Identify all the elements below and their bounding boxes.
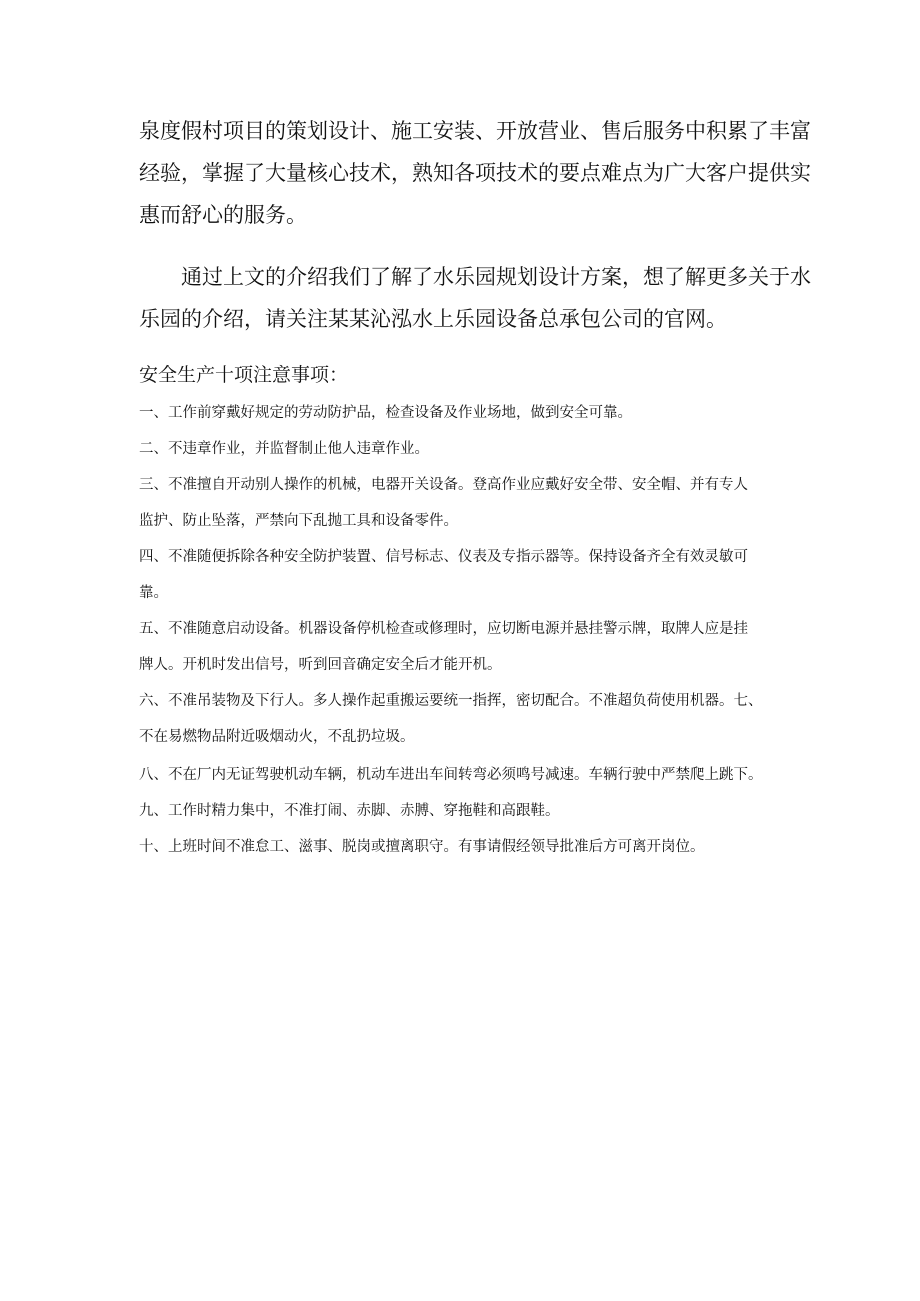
safety-line: 三、不准擅自开动别人操作的机械，电器开关设备。登高作业应戴好安全带、安全帽、并有专人 (139, 477, 748, 493)
safety-line: 八、不在厂内无证驾驶机动车辆，机动车进出车间转弯必须鸣号减速。车辆行驶中严禁爬上跳下。 (139, 767, 763, 783)
safety-line: 牌人。开机时发出信号，听到回音确定安全后才能开机。 (139, 657, 502, 673)
intro-line-2: 经验，掌握了大量核心技术，熟知各项技术的要点难点为广大客户提供实 (139, 161, 811, 185)
closing-line-2: 乐园的介绍，请关注某某沁泓水上乐园设备总承包公司的官网。 (139, 307, 727, 331)
safety-line: 二、不违章作业，并监督制止他人违章作业。 (139, 441, 429, 457)
safety-line: 一、工作前穿戴好规定的劳动防护品，检查设备及作业场地，做到安全可靠。 (139, 405, 632, 421)
safety-line: 十、上班时间不准怠工、滋事、脱岗或擅离职守。有事请假经领导批准后方可离开岗位。 (139, 839, 705, 855)
safety-heading: 安全生产十项注意事项： (139, 364, 349, 386)
safety-line: 靠。 (139, 585, 168, 601)
safety-line: 六、不准吊装物及下行人。多人操作起重搬运要统一指挥，密切配合。不准超负荷使用机器。七、 (139, 693, 763, 709)
safety-line: 五、不准随意启动设备。机器设备停机检查或修理时，应切断电源并悬挂警示牌，取牌人应是挂 (139, 621, 748, 637)
safety-line: 九、工作时精力集中，不准打闹、赤脚、赤膊、穿拖鞋和高跟鞋。 (139, 803, 560, 819)
safety-line: 不在易燃物品附近吸烟动火，不乱扔垃圾。 (139, 729, 415, 745)
closing-line-1: 通过上文的介绍我们了解了水乐园规划设计方案，想了解更多关于水 (139, 265, 811, 289)
safety-line: 监护、防止坠落，严禁向下乱抛工具和设备零件。 (139, 513, 458, 529)
intro-line-3: 惠而舒心的服务。 (139, 203, 307, 227)
intro-line-1: 泉度假村项目的策划设计、施工安装、开放营业、售后服务中积累了丰富 (139, 119, 811, 143)
safety-line: 四、不准随便拆除各种安全防护装置、信号标志、仪表及专指示器等。保持设备齐全有效灵敏可 (139, 549, 748, 565)
